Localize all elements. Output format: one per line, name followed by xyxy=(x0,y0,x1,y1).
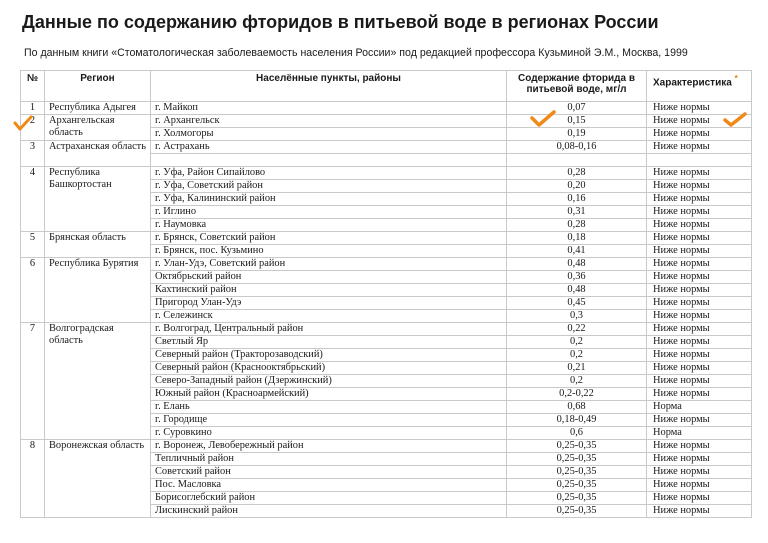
characteristic-cell: Ниже нормы xyxy=(647,297,752,310)
locality-cell: г. Наумовка xyxy=(151,219,507,232)
locality-cell: г. Сележинск xyxy=(151,310,507,323)
fluoride-cell xyxy=(507,154,647,167)
fluoride-cell: 0,28 xyxy=(507,219,647,232)
locality-cell: Пригород Улан-Удэ xyxy=(151,297,507,310)
fluoride-cell: 0,22 xyxy=(507,323,647,336)
region-number: 3 xyxy=(21,141,45,167)
region-name: Республика Адыгея xyxy=(45,102,151,115)
locality-cell: г. Уфа, Советский район xyxy=(151,180,507,193)
checkmark-right-icon xyxy=(722,110,748,130)
locality-cell: Октябрьский район xyxy=(151,271,507,284)
characteristic-cell: Ниже нормы xyxy=(647,141,752,154)
fluoride-cell: 0,45 xyxy=(507,297,647,310)
characteristic-cell: Ниже нормы xyxy=(647,206,752,219)
characteristic-cell: Ниже нормы xyxy=(647,479,752,492)
region-number: 4 xyxy=(21,167,45,232)
region-number: 5 xyxy=(21,232,45,258)
locality-cell: г. Майкоп xyxy=(151,102,507,115)
locality-cell: г. Архангельск xyxy=(151,115,507,128)
region-name: Воронежская область xyxy=(45,440,151,518)
characteristic-cell: Ниже нормы xyxy=(647,362,752,375)
locality-cell xyxy=(151,154,507,167)
locality-cell: Северный район (Тракторозаводский) xyxy=(151,349,507,362)
region-name: Волгоградская область xyxy=(45,323,151,440)
characteristic-cell: Ниже нормы xyxy=(647,388,752,401)
locality-cell: г. Улан-Удэ, Советский район xyxy=(151,258,507,271)
table-row xyxy=(21,258,752,271)
locality-cell: Северный район (Краснооктябрьский) xyxy=(151,362,507,375)
locality-cell: г. Суровкино xyxy=(151,427,507,440)
region-name: Республика Бурятия xyxy=(45,258,151,323)
fluoride-cell: 0,2 xyxy=(507,336,647,349)
fluoride-cell: 0,28 xyxy=(507,167,647,180)
locality-cell: г. Брянск, пос. Кузьмино xyxy=(151,245,507,258)
fluoride-cell: 0,41 xyxy=(507,245,647,258)
locality-cell: г. Елань xyxy=(151,401,507,414)
fluoride-cell: 0,08-0,16 xyxy=(507,141,647,154)
locality-cell: г. Холмогоры xyxy=(151,128,507,141)
table-row xyxy=(21,141,752,154)
characteristic-cell xyxy=(647,154,752,167)
characteristic-cell: Ниже нормы xyxy=(647,219,752,232)
locality-cell: Кахтинский район xyxy=(151,284,507,297)
checkmark-middle-icon xyxy=(528,108,558,130)
header-characteristic xyxy=(647,71,752,102)
locality-cell: Советский район xyxy=(151,466,507,479)
region-name: Брянская область xyxy=(45,232,151,258)
fluoride-cell: 0,20 xyxy=(507,180,647,193)
table-header-row xyxy=(21,71,752,102)
header-locality: Населённые пункты, районы xyxy=(151,71,507,102)
characteristic-cell: Норма xyxy=(647,427,752,440)
fluoride-cell: 0,25-0,35 xyxy=(507,492,647,505)
fluoride-cell: 0,07 xyxy=(507,102,647,115)
table-row xyxy=(21,167,752,180)
fluoride-cell: 0,31 xyxy=(507,206,647,219)
locality-cell: г. Волгоград, Центральный район xyxy=(151,323,507,336)
region-number: 1 xyxy=(21,102,45,115)
fluoride-cell: 0,25-0,35 xyxy=(507,479,647,492)
locality-cell: Светлый Яр xyxy=(151,336,507,349)
characteristic-cell: Ниже нормы xyxy=(647,271,752,284)
characteristic-cell: Ниже нормы xyxy=(647,284,752,297)
characteristic-cell: Ниже нормы xyxy=(647,193,752,206)
fluoride-cell: 0,48 xyxy=(507,284,647,297)
characteristic-cell: Ниже нормы xyxy=(647,336,752,349)
characteristic-cell: Ниже нормы xyxy=(647,375,752,388)
characteristic-cell: Ниже нормы xyxy=(647,349,752,362)
region-name: Республика Башкортостан xyxy=(45,167,151,232)
fluoride-cell: 0,16 xyxy=(507,193,647,206)
table-row xyxy=(21,440,752,453)
fluoride-table xyxy=(20,70,752,518)
fluoride-cell: 0,68 xyxy=(507,401,647,414)
fluoride-cell: 0,36 xyxy=(507,271,647,284)
table-row xyxy=(21,323,752,336)
footnote-mark: * xyxy=(734,74,738,83)
characteristic-cell: Ниже нормы xyxy=(647,167,752,180)
table-row xyxy=(21,102,752,115)
locality-cell: г. Брянск, Советский район xyxy=(151,232,507,245)
locality-cell: г. Уфа, Калининский район xyxy=(151,193,507,206)
characteristic-cell: Ниже нормы xyxy=(647,245,752,258)
header-region: Регион xyxy=(45,71,151,102)
fluoride-cell: 0,15 xyxy=(507,115,647,128)
locality-cell: Тепличный район xyxy=(151,453,507,466)
characteristic-cell: Ниже нормы xyxy=(647,414,752,427)
fluoride-cell: 0,25-0,35 xyxy=(507,440,647,453)
fluoride-cell: 0,6 xyxy=(507,427,647,440)
fluoride-cell: 0,19 xyxy=(507,128,647,141)
page-title: Данные по содержанию фторидов в питьевой воде в регионах России xyxy=(22,12,659,32)
locality-cell: Борисоглебский район xyxy=(151,492,507,505)
characteristic-cell: Норма xyxy=(647,401,752,414)
region-number: 2 xyxy=(21,115,45,141)
table-row xyxy=(21,115,752,128)
locality-cell: г. Городище xyxy=(151,414,507,427)
locality-cell: Лискинский район xyxy=(151,505,507,518)
fluoride-cell: 0,2-0,22 xyxy=(507,388,647,401)
characteristic-cell: Ниже нормы xyxy=(647,505,752,518)
fluoride-cell: 0,2 xyxy=(507,375,647,388)
characteristic-cell: Ниже нормы xyxy=(647,232,752,245)
locality-cell: Южный район (Красноармейский) xyxy=(151,388,507,401)
checkmark-left-icon xyxy=(12,114,34,134)
region-number: 6 xyxy=(21,258,45,323)
characteristic-cell: Ниже нормы xyxy=(647,128,752,141)
characteristic-cell: Ниже нормы xyxy=(647,115,752,128)
characteristic-cell: Ниже нормы xyxy=(647,180,752,193)
fluoride-cell: 0,18 xyxy=(507,232,647,245)
fluoride-cell: 0,3 xyxy=(507,310,647,323)
characteristic-cell: Ниже нормы xyxy=(647,492,752,505)
header-num: № xyxy=(21,71,45,102)
characteristic-cell: Ниже нормы xyxy=(647,310,752,323)
fluoride-cell: 0,25-0,35 xyxy=(507,466,647,479)
fluoride-cell: 0,2 xyxy=(507,349,647,362)
header-characteristic-label: Характеристика xyxy=(653,77,732,89)
fluoride-cell: 0,25-0,35 xyxy=(507,505,647,518)
fluoride-cell: 0,18-0,49 xyxy=(507,414,647,427)
locality-cell: г. Астрахань xyxy=(151,141,507,154)
table-row xyxy=(21,232,752,245)
region-number: 7 xyxy=(21,323,45,440)
locality-cell: г. Иглино xyxy=(151,206,507,219)
locality-cell: Северо-Западный район (Дзержинский) xyxy=(151,375,507,388)
fluoride-cell: 0,48 xyxy=(507,258,647,271)
characteristic-cell: Ниже нормы xyxy=(647,440,752,453)
fluoride-cell: 0,25-0,35 xyxy=(507,453,647,466)
characteristic-cell: Ниже нормы xyxy=(647,102,752,115)
locality-cell: г. Воронеж, Левобережный район xyxy=(151,440,507,453)
source-note: По данным книги «Стоматологическая заболеваемость населения России» под редакцией профессора Кузьминой Э.М., Москва, 1999 xyxy=(24,47,688,59)
locality-cell: г. Уфа, Район Сипайлово xyxy=(151,167,507,180)
locality-cell: Пос. Масловка xyxy=(151,479,507,492)
region-number: 8 xyxy=(21,440,45,518)
characteristic-cell: Ниже нормы xyxy=(647,258,752,271)
header-fluoride: Содержание фторида в питьевой воде, мг/л xyxy=(507,71,647,102)
fluoride-cell: 0,21 xyxy=(507,362,647,375)
region-name: Архангельская область xyxy=(45,115,151,141)
characteristic-cell: Ниже нормы xyxy=(647,453,752,466)
characteristic-cell: Ниже нормы xyxy=(647,323,752,336)
region-name: Астраханская область xyxy=(45,141,151,167)
characteristic-cell: Ниже нормы xyxy=(647,466,752,479)
